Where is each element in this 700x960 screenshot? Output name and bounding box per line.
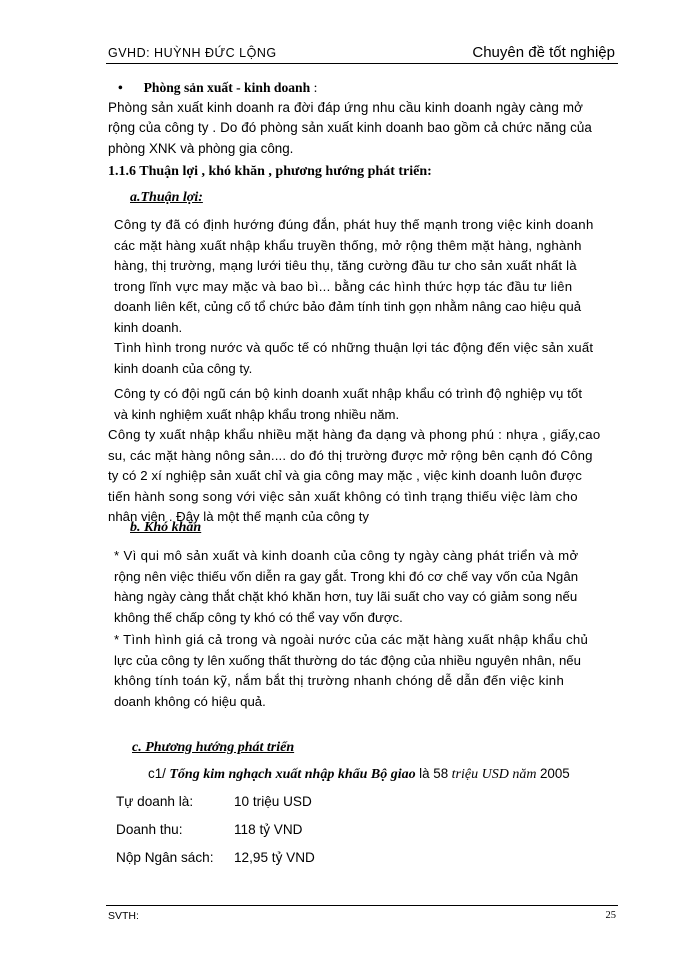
difficulties-label: b. Khó khăn — [130, 520, 202, 535]
paragraph-line: tiến hành song song với việc sản xuất không có tình trạng thiếu việc làm cho — [108, 488, 578, 504]
c1-mid: là 58 — [419, 766, 449, 781]
paragraph-line: không thế chấp công ty khó có thể vay vốn được. — [114, 609, 403, 625]
footer-student: SVTH: — [108, 910, 139, 922]
production-paragraph — [108, 98, 622, 159]
header-advisor: GVHD: HUỲNH ĐỨC LỘNG — [108, 46, 277, 60]
header-title: Chuyên đề tốt nghiệp — [472, 44, 615, 61]
stat-value: 10 triệu USD — [234, 794, 312, 809]
paragraph-line: hàng ngày càng thắt chặt khó khăn hơn, tuy lãi suất cho vay có giảm song nếu — [114, 589, 578, 605]
stat-label: Tự doanh là: — [116, 794, 194, 809]
production-heading — [118, 78, 317, 98]
paragraph-line: hàng, thị trường, mạng lưới tiêu thụ, tăng cường đầu tư cho sản xuất nhất là — [114, 258, 577, 274]
advantages-label: a.Thuận lợi: — [130, 190, 203, 205]
paragraph-line: nhân viên . Đây là một thế mạnh của công ty — [108, 509, 369, 525]
difficulties-paragraph-2 — [114, 630, 626, 712]
paragraph-line: Phòng sản xuất kinh doanh ra đời đáp ứng nhu cầu kinh doanh ngày càng mở — [108, 100, 584, 115]
paragraph-line: các mặt hàng xuất nhập khẩu truyền thống, mở rộng thêm mặt hàng, nghành — [114, 237, 582, 253]
paragraph-line: trong lĩnh vực may mặc và bao bì... bằng các hình thức hợp tác đầu tư liên — [114, 278, 573, 294]
paragraph-line: Công ty đã có định hướng đúng đắn, phát huy thế mạnh trong việc kinh doanh — [114, 217, 594, 232]
paragraph-line: lực của công ty lên xuống thất thường do tác động của nhiều nguyên nhân, nếu — [114, 652, 582, 668]
advantages-paragraph-1 — [114, 215, 626, 339]
stat-label: Doanh thu: — [116, 822, 183, 837]
paragraph-line: rộng của công ty . Do đó phòng sản xuất kinh doanh bao gồm cả chức năng của — [108, 120, 592, 136]
development-label-text: c. Phương hướng phát triển — [132, 740, 295, 755]
paragraph-line: doanh liên kết, củng cố tổ chức bảo đảm tính tinh gọn nhằm nâng cao hiệu quả — [114, 299, 582, 315]
production-colon: : — [313, 80, 318, 95]
paragraph-line: Tình hình trong nước và quốc tế có những thuận lợi tác động đến việc sản xuất — [114, 340, 594, 355]
paragraph-line: ty có 2 xí nghiệp sản xuất chỉ và gia công may mặc , việc kinh doanh luôn được — [108, 468, 583, 484]
stat-value: 118 tỷ VND — [234, 822, 303, 837]
paragraph-line: * Tình hình giá cả trong và ngoài nước của các mặt hàng xuất nhập khẩu chủ — [114, 632, 589, 647]
bullet: • — [118, 80, 123, 95]
development-label — [132, 738, 294, 758]
paragraph-line: * Vì qui mô sản xuất và kinh doanh của công ty ngày càng phát triển và mở — [114, 548, 579, 563]
paragraph-line: Công ty có đội ngũ cán bộ kinh doanh xuất nhập khẩu có trình độ nghiệp vụ tốt — [114, 386, 583, 401]
difficulties-paragraph-1 — [114, 546, 626, 628]
advantages-paragraph-4 — [108, 425, 628, 528]
paragraph-line: kinh doanh của công ty. — [114, 360, 253, 376]
c1-prefix: c1/ — [148, 766, 166, 781]
stat-label: Nộp Ngân sách: — [116, 850, 214, 865]
paragraph-line: không tính toán kỹ, nắm bắt thị trường nhanh chóng dễ dẫn đến việc kinh — [114, 673, 565, 689]
production-title: Phòng sản xuất - kinh doanh — [143, 80, 311, 95]
footer-rule — [106, 905, 618, 906]
paragraph-line: rộng nên việc thiếu vốn diễn ra gay gắt. Trong khi đó cơ chế vay vốn của Ngân — [114, 568, 579, 584]
paragraph-line: và kinh nghiệm xuất nhập khẩu trong nhiều năm. — [114, 406, 400, 422]
page-number: 25 — [605, 910, 616, 921]
stat-value: 12,95 tỷ VND — [234, 850, 315, 865]
section-heading-116: 1.1.6 Thuận lợi , khó khăn , phương hướng phát triển: — [108, 164, 432, 179]
paragraph-line: Công ty xuất nhập khẩu nhiều mặt hàng đa dạng và phong phú : nhựa , giấy,cao — [108, 427, 601, 442]
header-rule — [106, 63, 618, 64]
development-c1 — [148, 764, 570, 785]
c1-bold: Tổng kim nghạch xuất nhập khẩu Bộ giao — [169, 767, 416, 782]
advantages-paragraph-3 — [114, 384, 626, 425]
paragraph-line: phòng XNK và phòng gia công. — [108, 140, 294, 156]
c1-italic: triệu USD năm — [451, 767, 537, 782]
paragraph-line: doanh không có hiệu quả. — [114, 693, 266, 709]
paragraph-line: kinh doanh. — [114, 319, 183, 335]
c1-year: 2005 — [539, 766, 570, 781]
advantages-paragraph-2 — [114, 338, 626, 379]
paragraph-line: su, các mặt hàng nông sản.... do đó thị trường được mở rộng bên cạnh đó Công — [108, 447, 593, 463]
